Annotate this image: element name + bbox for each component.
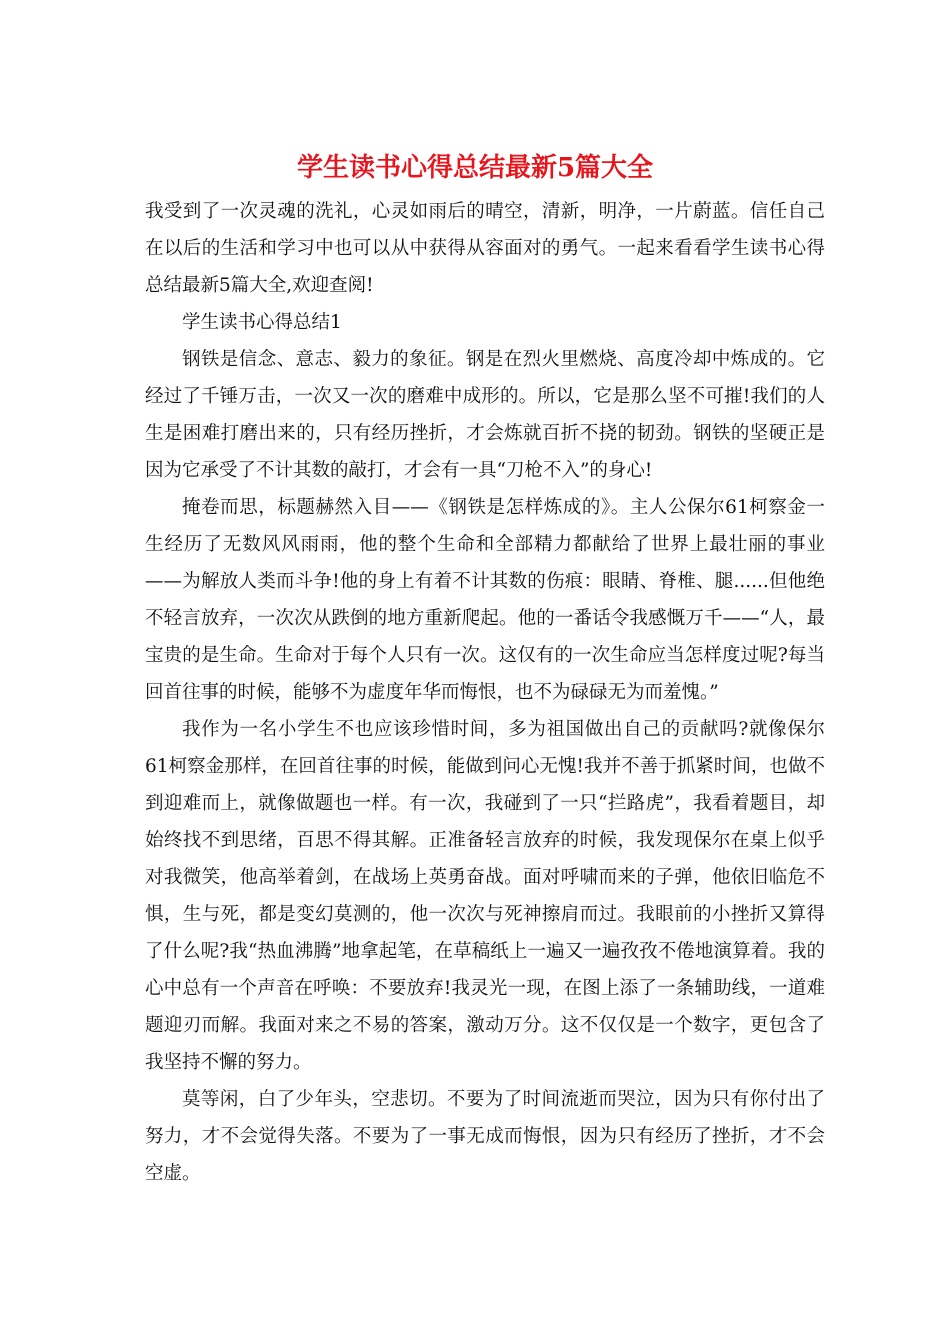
section-heading: 学生读书心得总结1: [182, 312, 342, 333]
page-title: 学生读书心得总结最新5篇大全: [296, 153, 654, 183]
body-paragraph-1: 钢铁是信念、意志、毅力的象征。钢是在烈火里燃烧、高度冷却中炼成的。它经过了千锤万击，一次又一次的磨难中成形的。所以，它是那么坚不可摧!我们的人生是困难打磨出来的，只有经历挫折，才会炼就百折不挠的韧劲。钢铁的坚硬正是因为它承受了不计其数的敲打，才会有一具“刀枪不入”的身心!: [145, 349, 825, 481]
document-body: [145, 193, 825, 1192]
intro-paragraph: 我受到了一次灵魂的洗礼，心灵如雨后的晴空，清新，明净，一片蔚蓝。信任自己在以后的生活和学习中也可以从中获得从容面对的勇气。一起来看看学生读书心得总结最新5篇大全,欢迎查阅!: [145, 201, 825, 296]
body-paragraph-3: 我作为一名小学生不也应该珍惜时间，多为祖国做出自己的贡献吗?就像保尔61柯察金那样，在回首往事的时候，能做到问心无愧!我并不善于抓紧时间，也做不到迎难而上，就像做题也一样。有一次，我碰到了一只“拦路虎”，我看着题目，却始终找不到思绪，百思不得其解。正准备轻言放弃的时候，我发现保尔在桌上似乎对我微笑，他高举着剑，在战场上英勇奋战。面对呼啸而来的子弹，他依旧临危不惧，生与死，都是变幻莫测的，他一次次与死神擦肩而过。我眼前的小挫折又算得了什么呢?我“热血沸腾”地拿起笔，在草稿纸上一遍又一遍孜孜不倦地演算着。我的心中总有一个声音在呼唤：不要放弃!我灵光一现，在图上添了一条辅助线，一道难题迎刃而解。我面对来之不易的答案，激动万分。这不仅仅是一个数字，更包含了我坚持不懈的努力。: [145, 719, 825, 1073]
body-paragraph-2: 掩卷而思，标题赫然入目——《钢铁是怎样炼成的》。主人公保尔61柯察金一生经历了无数风风雨雨，他的整个生命和全部精力都献给了世界上最壮丽的事业——为解放人类而斗争!他的身上有着不计其数的伤痕：眼睛、脊椎、腿......但他绝不轻言放弃，一次次从跌倒的地方重新爬起。他的一番话令我感慨万千——“人，最宝贵的是生命。生命对于每个人只有一次。这仅有的一次生命应当怎样度过呢?每当回首往事的时候，能够不为虚度年华而悔恨，也不为碌碌无为而羞愧。”: [145, 497, 825, 703]
body-paragraph-4: 莫等闲，白了少年头，空悲切。不要为了时间流逝而哭泣，因为只有你付出了努力，才不会觉得失落。不要为了一事无成而悔恨，因为只有经历了挫折，才不会空虚。: [145, 1089, 825, 1184]
